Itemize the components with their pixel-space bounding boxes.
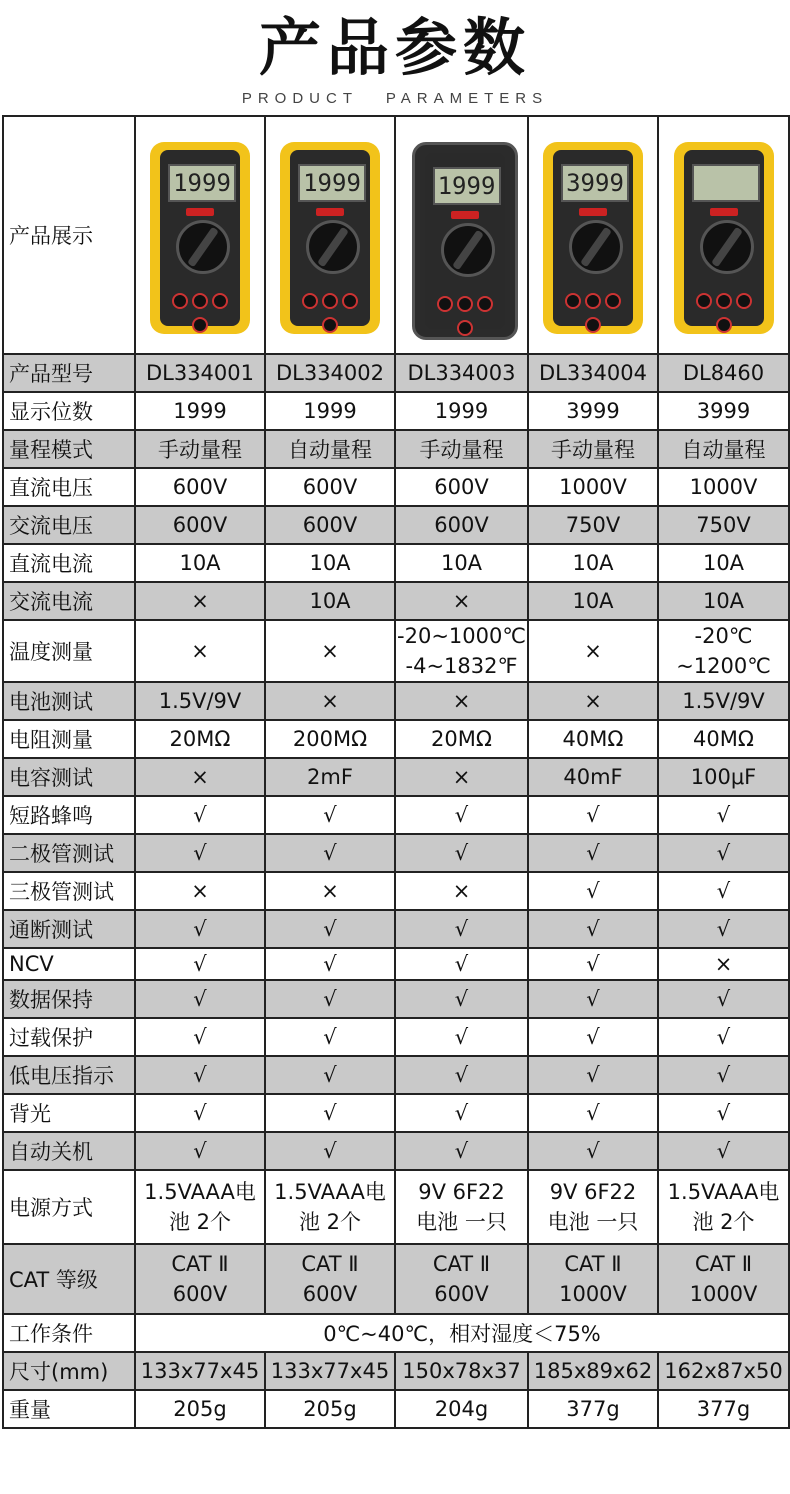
value-line: 池 2个 — [168, 1210, 232, 1234]
jack-icon — [172, 293, 188, 309]
row-weight — [3, 1390, 789, 1428]
value-cell: √ — [395, 1094, 528, 1132]
jack-icon — [212, 293, 228, 309]
value-cell: 2mF — [265, 758, 395, 796]
value-cell: 1.5V/9V — [135, 682, 265, 720]
brand-badge — [316, 208, 344, 216]
row-label: 温度测量 — [3, 620, 135, 682]
row-dcv — [3, 468, 789, 506]
row-label: 交流电压 — [3, 506, 135, 544]
row-label: 电源方式 — [3, 1170, 135, 1244]
product-image-cell — [265, 116, 395, 354]
value-cell: 1999 — [265, 392, 395, 430]
value-cell: √ — [528, 1094, 658, 1132]
value-cell: √ — [658, 1094, 789, 1132]
row-model — [3, 354, 789, 392]
value-cell: √ — [658, 872, 789, 910]
row-cat — [3, 1244, 789, 1314]
value-cell: √ — [265, 1094, 395, 1132]
value-cell: 600V — [265, 506, 395, 544]
dial-knob — [187, 227, 219, 268]
value-cell: × — [265, 872, 395, 910]
row-label: 三极管测试 — [3, 872, 135, 910]
value-cell — [528, 1170, 658, 1244]
value-cell: 133x77x45 — [265, 1352, 395, 1390]
row-overload — [3, 1018, 789, 1056]
value-cell: 377g — [528, 1390, 658, 1428]
brand-badge — [186, 208, 214, 216]
value-cell: √ — [265, 948, 395, 980]
row-ncv — [3, 948, 789, 980]
value-cell: √ — [528, 910, 658, 948]
value-cell: 20MΩ — [135, 720, 265, 758]
jack-icon — [302, 293, 318, 309]
dial-knob — [580, 227, 612, 268]
value-cell: √ — [135, 980, 265, 1018]
jack-icon — [605, 293, 621, 309]
value-cell: 1999 — [395, 392, 528, 430]
value-cell: √ — [528, 834, 658, 872]
value-cell: 40mF — [528, 758, 658, 796]
lcd-display: 1999 — [433, 167, 501, 205]
value-cell: √ — [528, 1056, 658, 1094]
value-cell: × — [528, 682, 658, 720]
value-cell: √ — [528, 796, 658, 834]
value-cell: × — [265, 682, 395, 720]
value-cell — [395, 1170, 528, 1244]
value-line: 9V 6F22 — [549, 1180, 637, 1204]
value-line: 1000V — [559, 1282, 627, 1306]
value-cell: √ — [265, 910, 395, 948]
value-cell — [395, 1244, 528, 1314]
meter-face — [684, 150, 764, 326]
jack-icon — [192, 293, 208, 309]
value-cell: 600V — [395, 468, 528, 506]
row-label: 工作条件 — [3, 1314, 135, 1352]
value-cell: × — [395, 758, 528, 796]
row-label: 重量 — [3, 1390, 135, 1428]
jack-icon — [192, 317, 208, 333]
row-label: 直流电压 — [3, 468, 135, 506]
rotary-dial — [441, 223, 495, 277]
row-product-display — [3, 116, 789, 354]
value-cell: 1000V — [658, 468, 789, 506]
row-hold — [3, 980, 789, 1018]
jack-icon — [585, 293, 601, 309]
brand-badge — [579, 208, 607, 216]
value-cell: 20MΩ — [395, 720, 528, 758]
value-line: -20~1000℃ — [397, 624, 526, 648]
value-cell: √ — [265, 1018, 395, 1056]
value-cell: 600V — [135, 468, 265, 506]
value-line: 1000V — [689, 1282, 758, 1306]
row-label: 交流电流 — [3, 582, 135, 620]
value-line: -4~1832℉ — [405, 654, 518, 678]
row-lowbatt — [3, 1056, 789, 1094]
row-label: 产品展示 — [3, 116, 135, 354]
row-label: 尺寸(mm) — [3, 1352, 135, 1390]
row-backlight — [3, 1094, 789, 1132]
value-cell — [135, 1170, 265, 1244]
value-cell: √ — [135, 1132, 265, 1170]
multimeter-image — [537, 132, 649, 338]
jack-icon — [457, 320, 473, 336]
value-cell: √ — [395, 1132, 528, 1170]
probe-jacks — [168, 290, 232, 308]
row-label: CAT 等级 — [3, 1244, 135, 1314]
row-power — [3, 1170, 789, 1244]
value-cell — [528, 620, 658, 682]
value-cell: √ — [658, 1018, 789, 1056]
value-cell — [265, 620, 395, 682]
value-cell: × — [395, 872, 528, 910]
meter-shell — [150, 142, 250, 334]
probe-jacks — [433, 293, 497, 311]
lcd-display: 1999 — [168, 164, 236, 202]
value-cell — [395, 620, 528, 682]
value-cell: 133x77x45 — [135, 1352, 265, 1390]
value-cell: 1.5V/9V — [658, 682, 789, 720]
brand-badge — [451, 211, 479, 219]
model-cell: DL334001 — [135, 354, 265, 392]
page-title: 产品参数 — [258, 11, 531, 84]
value-line: × — [321, 639, 339, 663]
value-cell: 205g — [265, 1390, 395, 1428]
meter-face — [290, 150, 370, 326]
product-image-cell — [135, 116, 265, 354]
model-cell: DL334002 — [265, 354, 395, 392]
row-label: 短路蜂鸣 — [3, 796, 135, 834]
row-label: 产品型号 — [3, 354, 135, 392]
meter-face — [553, 150, 633, 326]
value-cell: 10A — [135, 544, 265, 582]
row-diode — [3, 834, 789, 872]
value-cell: 600V — [265, 468, 395, 506]
value-line: CAT Ⅱ — [564, 1252, 622, 1276]
value-cell: √ — [658, 910, 789, 948]
value-cell: 10A — [265, 544, 395, 582]
row-aca — [3, 582, 789, 620]
product-image-cell — [658, 116, 789, 354]
value-cell: √ — [135, 796, 265, 834]
multimeter-image — [406, 132, 518, 338]
value-line: 电池 一只 — [416, 1210, 507, 1234]
value-cell: √ — [528, 1132, 658, 1170]
value-cell: 自动量程 — [265, 430, 395, 468]
value-line: 600V — [302, 1282, 358, 1306]
value-cell: √ — [135, 910, 265, 948]
value-line: CAT Ⅱ — [301, 1252, 359, 1276]
jack-icon — [342, 293, 358, 309]
value-cell: × — [135, 582, 265, 620]
multimeter-image — [668, 132, 780, 338]
probe-jacks — [298, 290, 362, 308]
value-cell: √ — [135, 834, 265, 872]
jack-icon — [585, 317, 601, 333]
page-subtitle — [0, 90, 790, 107]
value-cell: × — [658, 948, 789, 980]
value-cell: √ — [395, 980, 528, 1018]
value-cell: 10A — [658, 582, 789, 620]
value-cell: √ — [135, 1094, 265, 1132]
value-line: 600V — [434, 1282, 489, 1306]
value-cell: × — [135, 758, 265, 796]
value-cell: 10A — [528, 582, 658, 620]
row-range — [3, 430, 789, 468]
row-label: 电容测试 — [3, 758, 135, 796]
value-cell: √ — [395, 948, 528, 980]
row-label: 通断测试 — [3, 910, 135, 948]
value-line: 1.5VAAA电 — [667, 1180, 780, 1204]
row-label: 数据保持 — [3, 980, 135, 1018]
dial-knob — [317, 227, 349, 268]
row-label: 量程模式 — [3, 430, 135, 468]
dial-knob — [452, 230, 484, 271]
value-cell: 750V — [528, 506, 658, 544]
value-line: ~1200℃ — [676, 654, 771, 678]
brand-badge — [710, 208, 738, 216]
value-line: 9V 6F22 — [418, 1180, 505, 1204]
value-cell: √ — [395, 1056, 528, 1094]
value-cell: 10A — [265, 582, 395, 620]
meter-face — [160, 150, 240, 326]
value-cell: 200MΩ — [265, 720, 395, 758]
header — [0, 0, 790, 115]
jack-icon — [696, 293, 712, 309]
jack-icon — [736, 293, 752, 309]
row-capacitance — [3, 758, 789, 796]
row-battery — [3, 682, 789, 720]
jack-icon — [322, 293, 338, 309]
dial-knob — [711, 227, 743, 268]
value-cell: 40MΩ — [658, 720, 789, 758]
model-cell: DL8460 — [658, 354, 789, 392]
value-cell: 手动量程 — [528, 430, 658, 468]
value-line: 600V — [172, 1282, 228, 1306]
jack-icon — [437, 296, 453, 312]
value-cell: × — [135, 872, 265, 910]
value-cell: × — [395, 682, 528, 720]
value-cell: √ — [265, 1056, 395, 1094]
lcd-display: 1999 — [298, 164, 366, 202]
value-cell: 204g — [395, 1390, 528, 1428]
value-line: 池 2个 — [298, 1210, 362, 1234]
value-cell: 手动量程 — [135, 430, 265, 468]
row-label: 显示位数 — [3, 392, 135, 430]
value-cell: 600V — [395, 506, 528, 544]
multimeter-image — [274, 132, 386, 338]
jack-icon — [477, 296, 493, 312]
value-line: × — [191, 639, 209, 663]
value-cell: 1000V — [528, 468, 658, 506]
value-cell: √ — [658, 980, 789, 1018]
value-cell: 自动量程 — [658, 430, 789, 468]
row-size — [3, 1352, 789, 1390]
value-cell: 150x78x37 — [395, 1352, 528, 1390]
value-cell: 手动量程 — [395, 430, 528, 468]
row-label: NCV — [3, 948, 135, 980]
jack-icon — [457, 296, 473, 312]
value-cell: √ — [658, 834, 789, 872]
lcd-display: 3999 — [561, 164, 629, 202]
lcd-display — [692, 164, 760, 202]
rotary-dial — [176, 220, 230, 274]
subtitle-word-1: PRODUCT — [241, 90, 358, 107]
row-label: 自动关机 — [3, 1132, 135, 1170]
product-image-cell — [395, 116, 528, 354]
value-cell — [265, 1244, 395, 1314]
value-cell: √ — [265, 834, 395, 872]
rotary-dial — [306, 220, 360, 274]
subtitle-word-2: PARAMETERS — [385, 90, 549, 107]
value-cell — [658, 1170, 789, 1244]
row-digits — [3, 392, 789, 430]
spec-table — [2, 115, 790, 1429]
row-acv — [3, 506, 789, 544]
meter-face — [425, 153, 505, 329]
value-cell: 10A — [528, 544, 658, 582]
row-dca — [3, 544, 789, 582]
value-cell — [658, 620, 789, 682]
value-line: × — [584, 639, 602, 663]
value-cell: √ — [528, 872, 658, 910]
value-cell — [135, 620, 265, 682]
row-temp — [3, 620, 789, 682]
value-cell: 377g — [658, 1390, 789, 1428]
value-cell: 162x87x50 — [658, 1352, 789, 1390]
value-cell: √ — [135, 1056, 265, 1094]
value-cell: × — [395, 582, 528, 620]
multimeter-image — [144, 132, 256, 338]
model-cell: DL334004 — [528, 354, 658, 392]
value-cell: 3999 — [658, 392, 789, 430]
value-cell: 3999 — [528, 392, 658, 430]
value-cell: √ — [395, 1018, 528, 1056]
product-image-cell — [528, 116, 658, 354]
value-cell: √ — [658, 1056, 789, 1094]
probe-jacks — [561, 290, 625, 308]
model-cell: DL334003 — [395, 354, 528, 392]
row-label: 电池测试 — [3, 682, 135, 720]
value-cell: √ — [528, 948, 658, 980]
value-cell: √ — [658, 796, 789, 834]
value-cell: √ — [658, 1132, 789, 1170]
probe-jacks — [692, 290, 756, 308]
row-continuity — [3, 910, 789, 948]
row-transistor — [3, 872, 789, 910]
value-line: CAT Ⅱ — [432, 1252, 491, 1276]
row-label: 低电压指示 — [3, 1056, 135, 1094]
value-cell — [658, 1244, 789, 1314]
row-label: 二极管测试 — [3, 834, 135, 872]
value-cell: √ — [528, 980, 658, 1018]
jack-icon — [716, 317, 732, 333]
value-cell: 40MΩ — [528, 720, 658, 758]
value-line: 1.5VAAA电 — [274, 1180, 386, 1204]
row-label: 背光 — [3, 1094, 135, 1132]
value-cell: √ — [528, 1018, 658, 1056]
value-cell: √ — [395, 796, 528, 834]
row-resistance — [3, 720, 789, 758]
value-line: 电池 一只 — [547, 1210, 639, 1234]
row-autooff — [3, 1132, 789, 1170]
value-line: 池 2个 — [692, 1210, 755, 1234]
value-line: -20℃ — [694, 624, 753, 648]
value-cell — [135, 1244, 265, 1314]
value-cell — [528, 1244, 658, 1314]
value-cell: 10A — [658, 544, 789, 582]
value-cell: 185x89x62 — [528, 1352, 658, 1390]
meter-shell — [674, 142, 774, 334]
value-cell — [265, 1170, 395, 1244]
value-cell: 205g — [135, 1390, 265, 1428]
value-cell: √ — [395, 834, 528, 872]
row-label: 电阻测量 — [3, 720, 135, 758]
row-label: 过载保护 — [3, 1018, 135, 1056]
value-cell: √ — [265, 980, 395, 1018]
jack-icon — [565, 293, 581, 309]
value-cell: 0℃~40℃，相对湿度＜75% — [135, 1314, 789, 1352]
value-cell: √ — [135, 1018, 265, 1056]
rotary-dial — [569, 220, 623, 274]
value-cell: 750V — [658, 506, 789, 544]
rotary-dial — [700, 220, 754, 274]
value-cell: 600V — [135, 506, 265, 544]
value-cell: 100μF — [658, 758, 789, 796]
row-conditions — [3, 1314, 789, 1352]
value-line: 1.5VAAA电 — [144, 1180, 256, 1204]
jack-icon — [322, 317, 338, 333]
value-cell: 10A — [395, 544, 528, 582]
value-cell: √ — [265, 1132, 395, 1170]
value-cell: √ — [265, 796, 395, 834]
meter-shell — [280, 142, 380, 334]
value-line: CAT Ⅱ — [171, 1252, 229, 1276]
meter-shell — [543, 142, 643, 334]
value-cell: 1999 — [135, 392, 265, 430]
row-label: 直流电流 — [3, 544, 135, 582]
meter-shell — [412, 142, 518, 340]
value-cell: √ — [395, 910, 528, 948]
row-buzzer — [3, 796, 789, 834]
value-cell: √ — [135, 948, 265, 980]
value-line: CAT Ⅱ — [694, 1252, 753, 1276]
jack-icon — [716, 293, 732, 309]
